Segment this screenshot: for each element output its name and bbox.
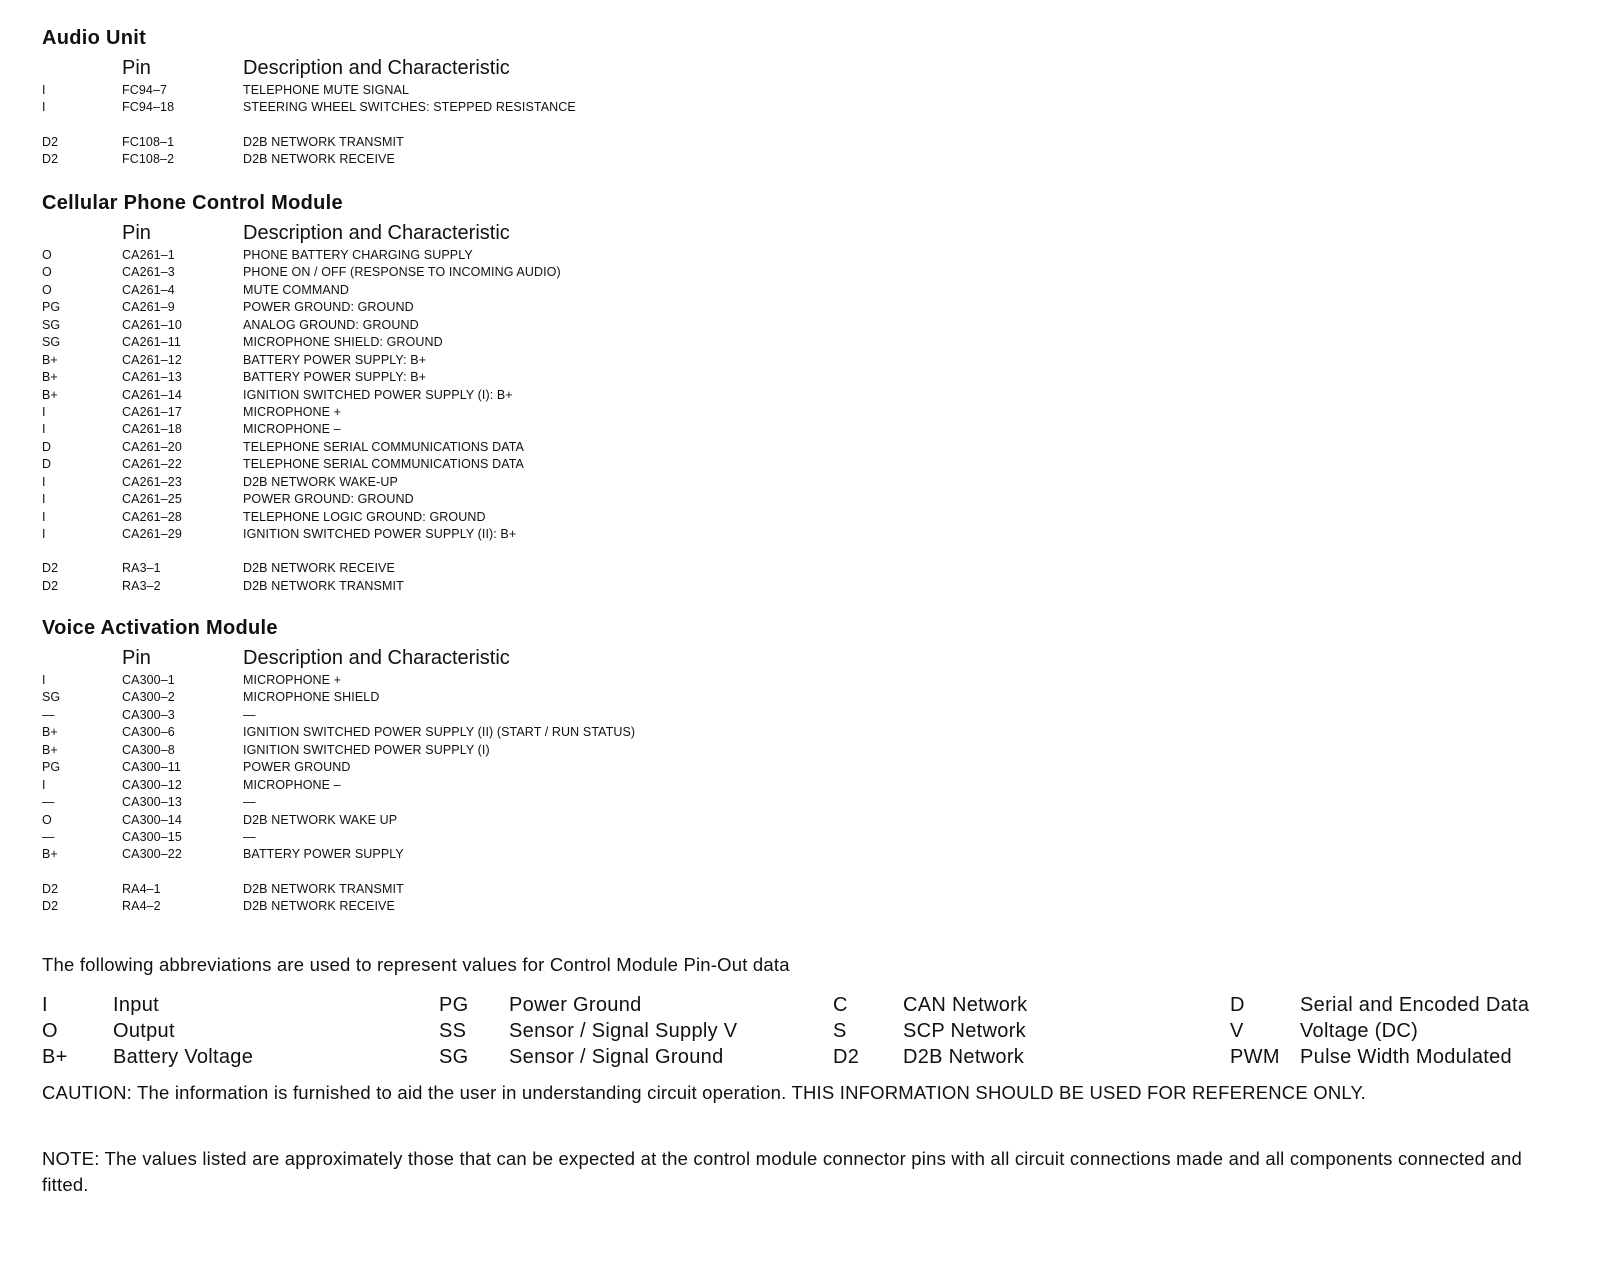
- abbreviation-code: PWM: [1230, 1046, 1280, 1068]
- pin-description: MICROPHONE –: [243, 777, 341, 792]
- pin-id: CA261–17: [122, 404, 182, 419]
- pin-type: I: [42, 404, 46, 419]
- abbreviation-meaning: CAN Network: [903, 994, 1028, 1016]
- abbreviation-code: V: [1230, 1020, 1244, 1042]
- pin-type: PG: [42, 760, 61, 775]
- pin-rows: [42, 82, 1042, 169]
- pin-id: CA261–25: [122, 492, 182, 507]
- pin-type: D2: [42, 578, 59, 593]
- section-voice-activation-module: [42, 616, 1042, 916]
- pin-type: I: [42, 474, 46, 489]
- pin-type: PG: [42, 300, 61, 315]
- pin-row: [42, 99, 1042, 116]
- abbreviation-meaning: D2B Network: [903, 1046, 1025, 1068]
- pin-type: B+: [42, 742, 58, 757]
- pin-type: D2: [42, 899, 59, 914]
- abbreviation-meaning: Serial and Encoded Data: [1300, 994, 1530, 1016]
- pin-id: CA300–3: [122, 707, 175, 722]
- pin-row: [42, 456, 1042, 473]
- pin-id: CA300–1: [122, 673, 175, 687]
- pin-row: [42, 474, 1042, 491]
- pin-rows: [42, 247, 1042, 595]
- pin-description: PHONE BATTERY CHARGING SUPPLY: [243, 248, 473, 262]
- pin-id: CA261–13: [122, 370, 182, 385]
- pin-type: SG: [42, 690, 61, 705]
- abbreviation-meaning: Sensor / Signal Ground: [509, 1046, 724, 1068]
- pin-description: BATTERY POWER SUPPLY: B+: [243, 370, 427, 385]
- pin-description: TELEPHONE MUTE SIGNAL: [243, 83, 410, 97]
- pin-column-header: Pin: [122, 222, 151, 244]
- pin-type: —: [42, 707, 55, 722]
- pin-id: CA300–12: [122, 777, 182, 792]
- abbreviation-meaning: Battery Voltage: [113, 1046, 254, 1068]
- pin-type: O: [42, 265, 52, 280]
- abbreviation-code: SG: [439, 1046, 469, 1068]
- pin-id: CA300–2: [122, 690, 175, 705]
- pin-id: CA300–14: [122, 812, 182, 827]
- caution-text: CAUTION: The information is furnished to aid the user in understanding circuit operation. THIS INFORMATION SHOULD BE USED FOR REFERENCE ONLY.: [42, 1082, 1366, 1103]
- pin-type: O: [42, 282, 52, 297]
- pin-type: SG: [42, 335, 61, 350]
- pin-description: D2B NETWORK TRANSMIT: [243, 578, 404, 593]
- pin-id: FC108–2: [122, 152, 175, 167]
- pin-type: I: [42, 777, 46, 792]
- pin-id: CA300–6: [122, 725, 175, 740]
- pin-row: [42, 689, 1042, 706]
- section-audio-unit: [42, 26, 1042, 169]
- pin-description: D2B NETWORK TRANSMIT: [243, 881, 404, 896]
- pin-type: B+: [42, 370, 58, 385]
- pin-row: [42, 151, 1042, 168]
- pin-description: MICROPHONE SHIELD: [243, 690, 380, 705]
- pin-description: D2B NETWORK WAKE UP: [243, 812, 398, 827]
- pin-description: D2B NETWORK RECEIVE: [243, 152, 395, 167]
- pin-description: BATTERY POWER SUPPLY: B+: [243, 352, 427, 367]
- abbreviation-meaning: Output: [113, 1020, 175, 1042]
- note-text: NOTE: The values listed are approximately those that can be expected at the control module connector pins with all circuit connections made and all components connected and fitted.: [42, 1148, 1522, 1195]
- abbreviation-code: O: [42, 1020, 58, 1042]
- abbreviation-meaning: Pulse Width Modulated: [1300, 1046, 1512, 1068]
- pin-row: [42, 759, 1042, 776]
- pin-row: [42, 846, 1042, 863]
- pin-id: CA300–8: [122, 742, 175, 757]
- pin-id: CA261–11: [122, 335, 181, 350]
- pin-description: D2B NETWORK RECEIVE: [243, 899, 395, 914]
- column-headers: [42, 221, 1042, 245]
- pin-id: FC108–1: [122, 134, 175, 149]
- pin-description: POWER GROUND: GROUND: [243, 492, 414, 507]
- pin-type: I: [42, 422, 46, 437]
- pin-type: O: [42, 812, 52, 827]
- pin-description: —: [243, 829, 256, 844]
- pin-description: —: [243, 795, 256, 810]
- pin-id: CA261–28: [122, 509, 182, 524]
- pin-row: [42, 829, 1042, 846]
- pin-row: [42, 707, 1042, 724]
- pin-type: I: [42, 527, 46, 541]
- pin-description: TELEPHONE SERIAL COMMUNICATIONS DATA: [243, 457, 524, 472]
- pin-description: IGNITION SWITCHED POWER SUPPLY (II) (START / RUN STATUS): [243, 725, 636, 740]
- pin-description: MICROPHONE +: [243, 673, 342, 687]
- pin-row: [42, 439, 1042, 456]
- pin-type: D2: [42, 561, 59, 576]
- pin-column-header: Pin: [122, 57, 151, 79]
- pin-id: CA261–14: [122, 387, 182, 402]
- abbreviation-code: S: [833, 1020, 847, 1042]
- pin-type: I: [42, 100, 46, 115]
- abbreviation-meaning: Voltage (DC): [1300, 1020, 1419, 1042]
- pin-type: D2: [42, 134, 59, 149]
- pin-row: [42, 724, 1042, 741]
- abbreviation-meaning: Power Ground: [509, 994, 642, 1016]
- pin-description: MUTE COMMAND: [243, 282, 350, 297]
- pin-type: I: [42, 509, 46, 524]
- pin-description: MICROPHONE +: [243, 404, 342, 419]
- pin-id: CA261–23: [122, 474, 182, 489]
- pin-row: [42, 299, 1042, 316]
- pin-id: CA300–15: [122, 829, 182, 844]
- pin-type: O: [42, 248, 52, 262]
- pin-description: D2B NETWORK TRANSMIT: [243, 134, 404, 149]
- pin-id: CA261–18: [122, 422, 182, 437]
- pin-id: CA261–29: [122, 527, 182, 541]
- pin-row: [42, 247, 1042, 264]
- pin-type: B+: [42, 352, 58, 367]
- pin-type: I: [42, 83, 46, 97]
- pin-description: POWER GROUND: [243, 760, 351, 775]
- description-column-header: Description and Characteristic: [243, 647, 510, 669]
- abbreviation-code: B+: [42, 1046, 68, 1068]
- pin-description: MICROPHONE –: [243, 422, 341, 437]
- pin-type: B+: [42, 725, 58, 740]
- pin-id: RA3–2: [122, 578, 161, 593]
- pin-row: [42, 82, 1042, 99]
- abbreviations-legend: [42, 992, 1582, 1070]
- abbreviation-meaning: Sensor / Signal Supply V: [509, 1020, 738, 1042]
- pin-row: [42, 134, 1042, 151]
- pin-row: [42, 578, 1042, 595]
- pin-type: SG: [42, 317, 61, 332]
- pin-type: B+: [42, 387, 58, 402]
- pin-type: D: [42, 457, 52, 472]
- pin-type: D: [42, 439, 52, 454]
- pin-row: [42, 560, 1042, 577]
- pin-row: [42, 264, 1042, 281]
- pin-id: RA4–2: [122, 899, 161, 914]
- pin-row: [42, 491, 1042, 508]
- pin-description: IGNITION SWITCHED POWER SUPPLY (I): B+: [243, 387, 513, 402]
- pin-row: [42, 742, 1042, 759]
- pin-type: D2: [42, 881, 59, 896]
- pin-type: —: [42, 829, 55, 844]
- pin-description: IGNITION SWITCHED POWER SUPPLY (I): [243, 742, 490, 757]
- pin-row: [42, 369, 1042, 386]
- pin-row: [42, 387, 1042, 404]
- pin-description: IGNITION SWITCHED POWER SUPPLY (II): B+: [243, 527, 517, 541]
- pin-id: RA3–1: [122, 561, 161, 576]
- pin-description: MICROPHONE SHIELD: GROUND: [243, 335, 443, 350]
- pin-type: —: [42, 795, 55, 810]
- pin-id: CA261–3: [122, 265, 175, 280]
- pin-id: CA261–12: [122, 352, 182, 367]
- pin-column-header: Pin: [122, 647, 151, 669]
- pin-description: TELEPHONE LOGIC GROUND: GROUND: [243, 509, 486, 524]
- abbreviation-code: I: [42, 994, 48, 1016]
- pin-description: STEERING WHEEL SWITCHES: STEPPED RESISTANCE: [243, 100, 576, 115]
- pin-id: CA300–13: [122, 795, 182, 810]
- section-title: Cellular Phone Control Module: [42, 192, 343, 214]
- abbreviation-code: C: [833, 994, 848, 1016]
- abbreviation-meaning: SCP Network: [903, 1020, 1026, 1042]
- pin-id: CA261–22: [122, 457, 182, 472]
- abbreviation-code: PG: [439, 994, 469, 1016]
- pin-id: RA4–1: [122, 881, 161, 896]
- pin-description: —: [243, 707, 256, 722]
- pin-row: [42, 777, 1042, 794]
- pin-type: I: [42, 492, 46, 507]
- pin-id: CA261–9: [122, 300, 175, 315]
- pin-row: [42, 794, 1042, 811]
- abbreviation-meaning: Input: [113, 994, 159, 1016]
- pin-row: [42, 898, 1042, 915]
- pin-id: FC94–18: [122, 100, 175, 115]
- pin-description: D2B NETWORK WAKE-UP: [243, 474, 398, 489]
- pin-description: PHONE ON / OFF (RESPONSE TO INCOMING AUDIO): [243, 265, 561, 280]
- pin-id: FC94–7: [122, 83, 168, 97]
- abbreviation-code: D2: [833, 1046, 860, 1068]
- pin-row: [42, 334, 1042, 351]
- section-title: Audio Unit: [42, 27, 147, 49]
- abbreviations-row: [42, 1044, 1582, 1070]
- column-headers: [42, 56, 1042, 80]
- pin-type: B+: [42, 847, 58, 862]
- pin-row: [42, 317, 1042, 334]
- pin-row: [42, 881, 1042, 898]
- pin-row: [42, 812, 1042, 829]
- pin-type: I: [42, 673, 46, 687]
- pin-description: POWER GROUND: GROUND: [243, 300, 414, 315]
- abbreviations-row: [42, 992, 1582, 1018]
- section-cellular-phone-control-module: [42, 191, 1042, 595]
- abbreviations-intro: The following abbreviations are used to represent values for Control Module Pin-Out data: [42, 954, 790, 975]
- description-column-header: Description and Characteristic: [243, 222, 510, 244]
- pin-description: ANALOG GROUND: GROUND: [243, 317, 419, 332]
- pin-description: TELEPHONE SERIAL COMMUNICATIONS DATA: [243, 439, 524, 454]
- pin-description: D2B NETWORK RECEIVE: [243, 561, 395, 576]
- pin-row: [42, 404, 1042, 421]
- pin-type: D2: [42, 152, 59, 167]
- pin-id: CA300–22: [122, 847, 182, 862]
- pin-row: [42, 672, 1042, 689]
- section-title: Voice Activation Module: [42, 617, 278, 639]
- abbreviation-code: D: [1230, 994, 1245, 1016]
- pin-rows: [42, 672, 1042, 916]
- description-column-header: Description and Characteristic: [243, 57, 510, 79]
- pin-id: CA300–11: [122, 760, 181, 775]
- pin-row: [42, 509, 1042, 526]
- abbreviation-code: SS: [439, 1020, 467, 1042]
- pin-id: CA261–4: [122, 282, 175, 297]
- pin-row: [42, 526, 1042, 543]
- pin-row: [42, 421, 1042, 438]
- pin-id: CA261–10: [122, 317, 182, 332]
- abbreviations-row: [42, 1018, 1582, 1044]
- pin-description: BATTERY POWER SUPPLY: [243, 847, 404, 862]
- column-headers: [42, 646, 1042, 670]
- pin-row: [42, 352, 1042, 369]
- pin-id: CA261–20: [122, 439, 182, 454]
- pin-row: [42, 282, 1042, 299]
- pin-id: CA261–1: [122, 248, 175, 262]
